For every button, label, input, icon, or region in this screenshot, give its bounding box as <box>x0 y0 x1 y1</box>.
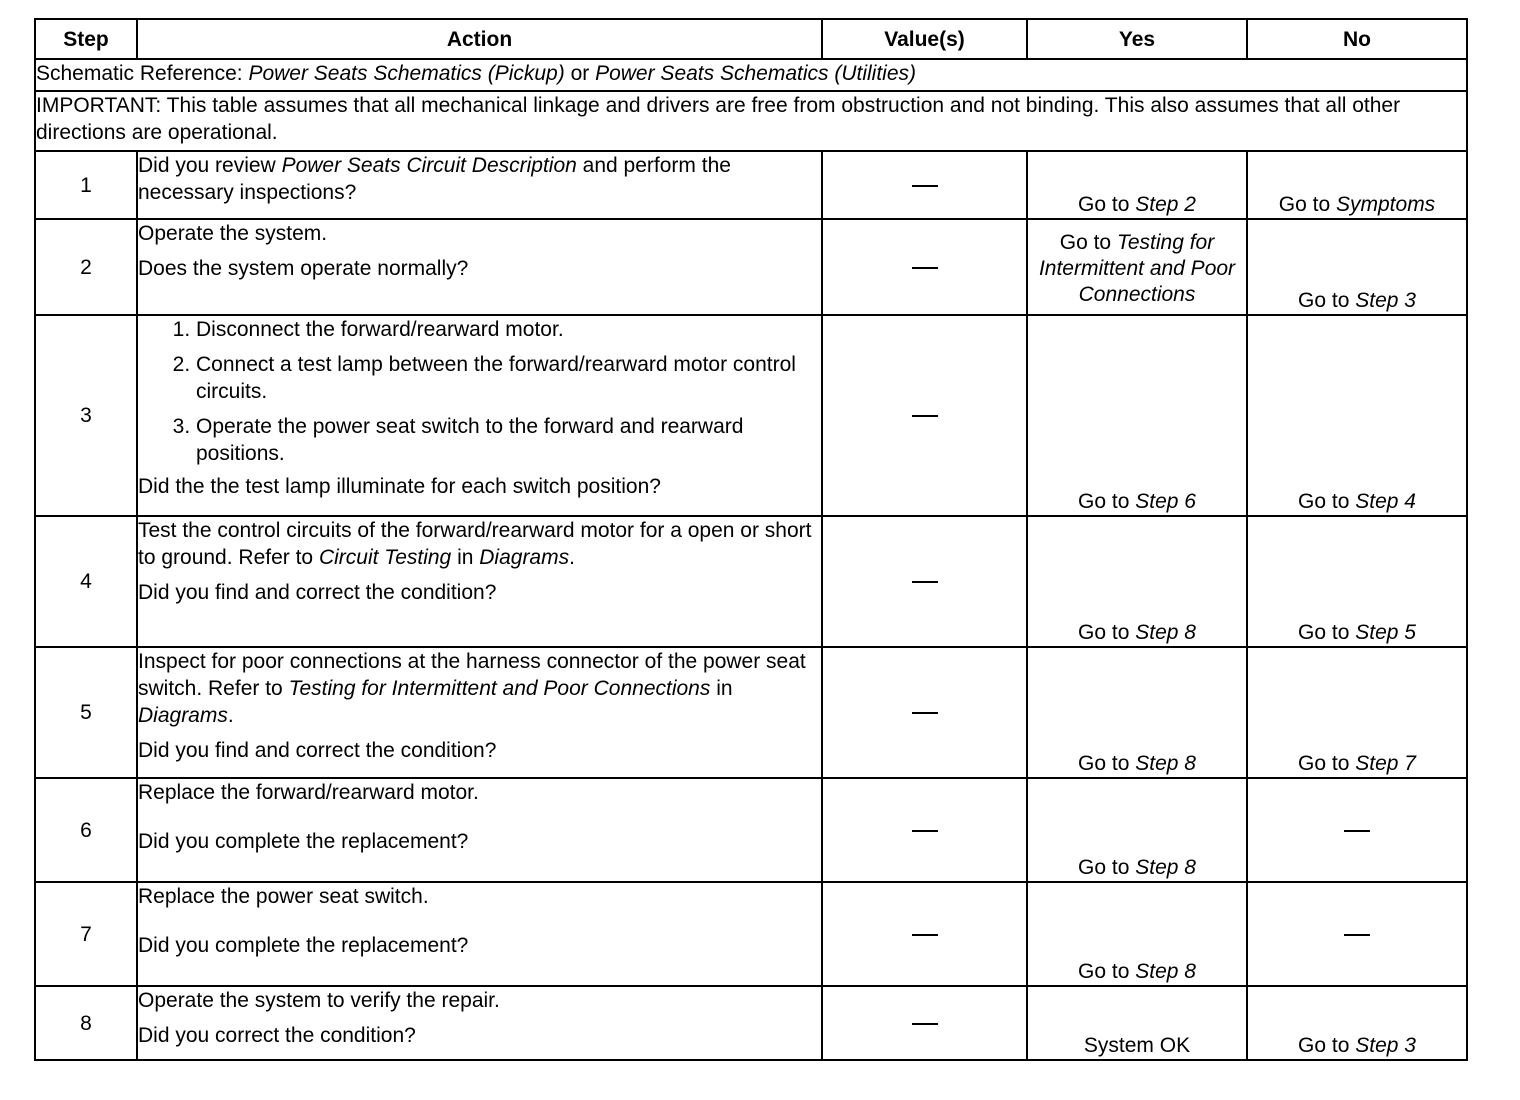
no-cell: Go to Step 7 <box>1247 647 1467 778</box>
yes-cell: Go to Step 8 <box>1027 882 1247 986</box>
no-cell: Go to Step 3 <box>1247 986 1467 1060</box>
table-row <box>35 986 1467 1060</box>
step-number: 5 <box>35 647 137 778</box>
value-cell <box>822 151 1027 219</box>
no-cell: Go to Step 3 <box>1247 219 1467 315</box>
value-cell <box>822 986 1027 1060</box>
value-cell <box>822 516 1027 647</box>
dash-mark <box>912 830 938 832</box>
step-number: 2 <box>35 219 137 315</box>
value-cell <box>822 882 1027 986</box>
action-cell: Test the control circuits of the forward/rearward motor for a open or short to ground. Refer to Circuit Testing in Diagrams. Did you find and correct the condition? <box>137 516 822 647</box>
yes-cell: System OK <box>1027 986 1247 1060</box>
header-step: Step <box>35 19 137 59</box>
step-number: 3 <box>35 315 137 516</box>
step-number: 8 <box>35 986 137 1060</box>
table-row <box>35 882 1467 986</box>
schematic-ref-utilities: Power Seats Schematics (Utilities) <box>595 62 917 85</box>
dash-mark <box>912 185 938 187</box>
dash-mark <box>1344 934 1370 936</box>
table-row <box>35 647 1467 778</box>
value-cell <box>822 778 1027 882</box>
dash-mark <box>912 267 938 269</box>
table-row <box>35 778 1467 882</box>
no-cell <box>1247 778 1467 882</box>
dash-mark <box>912 934 938 936</box>
step-number: 7 <box>35 882 137 986</box>
substep-list <box>138 316 821 467</box>
list-item: 1. Disconnect the forward/rearward motor. <box>196 316 821 343</box>
table-row <box>35 151 1467 219</box>
action-cell: Replace the forward/rearward motor. Did you complete the replacement? <box>137 778 822 882</box>
no-cell: Go to Symptoms <box>1247 151 1467 219</box>
action-cell: Operate the system. Does the system operate normally? <box>137 219 822 315</box>
no-cell: Go to Step 5 <box>1247 516 1467 647</box>
dash-mark <box>912 415 938 417</box>
step-number: 6 <box>35 778 137 882</box>
step-number: 1 <box>35 151 137 219</box>
action-cell: Inspect for poor connections at the harness connector of the power seat switch. Refer to Testing for Intermittent and Poor Connections in Diagrams. Did you find and correct the condition? <box>137 647 822 778</box>
value-cell <box>822 315 1027 516</box>
list-item: 2. Connect a test lamp between the forward/rearward motor control circuits. <box>196 351 821 405</box>
schematic-reference: Schematic Reference: Power Seats Schematics (Pickup) or Power Seats Schematics (Utilities) <box>35 59 1467 91</box>
list-item: 3. Operate the power seat switch to the forward and rearward positions. <box>196 413 821 467</box>
header-row <box>35 19 1467 59</box>
value-cell <box>822 647 1027 778</box>
table-row <box>35 315 1467 516</box>
action-cell: Operate the system to verify the repair. Did you correct the condition? <box>137 986 822 1060</box>
table-row <box>35 219 1467 315</box>
yes-cell: Go to Step 8 <box>1027 516 1247 647</box>
no-cell <box>1247 882 1467 986</box>
yes-cell: Go to Step 8 <box>1027 647 1247 778</box>
action-cell: Did you review Power Seats Circuit Description and perform the necessary inspections? <box>137 151 822 219</box>
schematic-ref-pickup: Power Seats Schematics (Pickup) <box>248 62 565 85</box>
dash-mark <box>912 712 938 714</box>
header-action: Action <box>137 19 822 59</box>
yes-cell: Go to Step 2 <box>1027 151 1247 219</box>
action-cell: Replace the power seat switch. Did you complete the replacement? <box>137 882 822 986</box>
value-cell <box>822 219 1027 315</box>
dash-mark <box>912 581 938 583</box>
header-no: No <box>1247 19 1467 59</box>
schematic-reference-row <box>35 59 1467 91</box>
yes-cell: Go to Step 8 <box>1027 778 1247 882</box>
yes-cell: Go to Step 6 <box>1027 315 1247 516</box>
action-cell: 1. Disconnect the forward/rearward motor. 2. Connect a test lamp between the forward/rearward motor control circuits. 3. Operate the power seat switch to the forward and rearward positions. Did the the test lamp illuminate for each switch position? <box>137 315 822 516</box>
dash-mark <box>1344 830 1370 832</box>
header-values: Value(s) <box>822 19 1027 59</box>
step-number: 4 <box>35 516 137 647</box>
important-note-row <box>35 91 1467 151</box>
header-yes: Yes <box>1027 19 1247 59</box>
table-row <box>35 516 1467 647</box>
yes-cell: Go to Testing for Intermittent and Poor Connections <box>1027 219 1247 315</box>
diagnostic-table <box>34 18 1468 1061</box>
important-note: IMPORTANT: This table assumes that all mechanical linkage and drivers are free from obstruction and not binding. This also assumes that all other directions are operational. <box>35 91 1467 151</box>
no-cell: Go to Step 4 <box>1247 315 1467 516</box>
dash-mark <box>912 1023 938 1025</box>
